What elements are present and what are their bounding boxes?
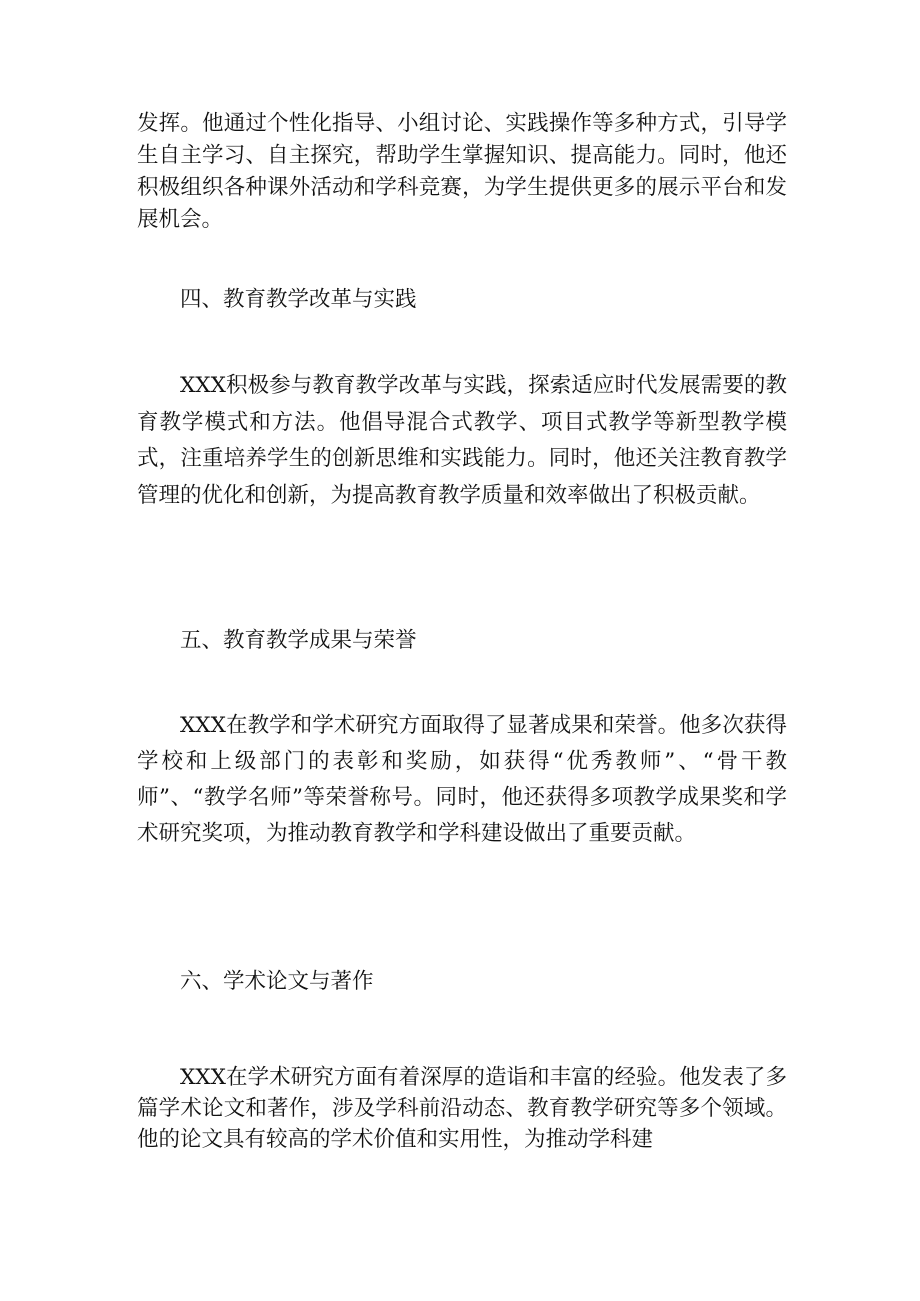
paragraph-teaching-methods-end: 发挥。他通过个性化指导、小组讨论、实践操作等多种方式，引导学生自主学习、自主探究，帮助学生掌握知识、提高能力。同时，他还积极组织各种课外活动和学科竞赛，为学生提供更多的展示平台和发展机会。 (137, 111, 787, 232)
paragraph-section-6: XXX在学术研究方面有着深厚的造诣和丰富的经验。他发表了多篇学术论文和著作，涉及学科前沿动态、教育教学研究等多个领域。他的论文具有较高的学术价值和实用性，为推动学科建 (137, 1065, 787, 1152)
heading-section-6: 六、学术论文与著作 (180, 969, 374, 994)
heading-section-4: 四、教育教学改革与实践 (180, 287, 417, 312)
paragraph-section-4: XXX积极参与教育教学改革与实践，探索适应时代发展需要的教育教学模式和方法。他倡导混合式教学、项目式教学等新型教学模式，注重培养学生的创新思维和实践能力。同时，他还关注教育教学管理的优化和创新，为提高教育教学质量和效率做出了积极贡献。 (137, 373, 787, 508)
paragraph-section-5: XXX在教学和学术研究方面取得了显著成果和荣誉。他多次获得学校和上级部门的表彰和奖励，如获得“优秀教师”、“骨干教师”、“教学名师”等荣誉称号。同时，他还获得多项教学成果奖和学术研究奖项，为推动教育教学和学科建设做出了重要贡献。 (137, 713, 787, 846)
heading-section-5: 五、教育教学成果与荣誉 (180, 628, 417, 653)
